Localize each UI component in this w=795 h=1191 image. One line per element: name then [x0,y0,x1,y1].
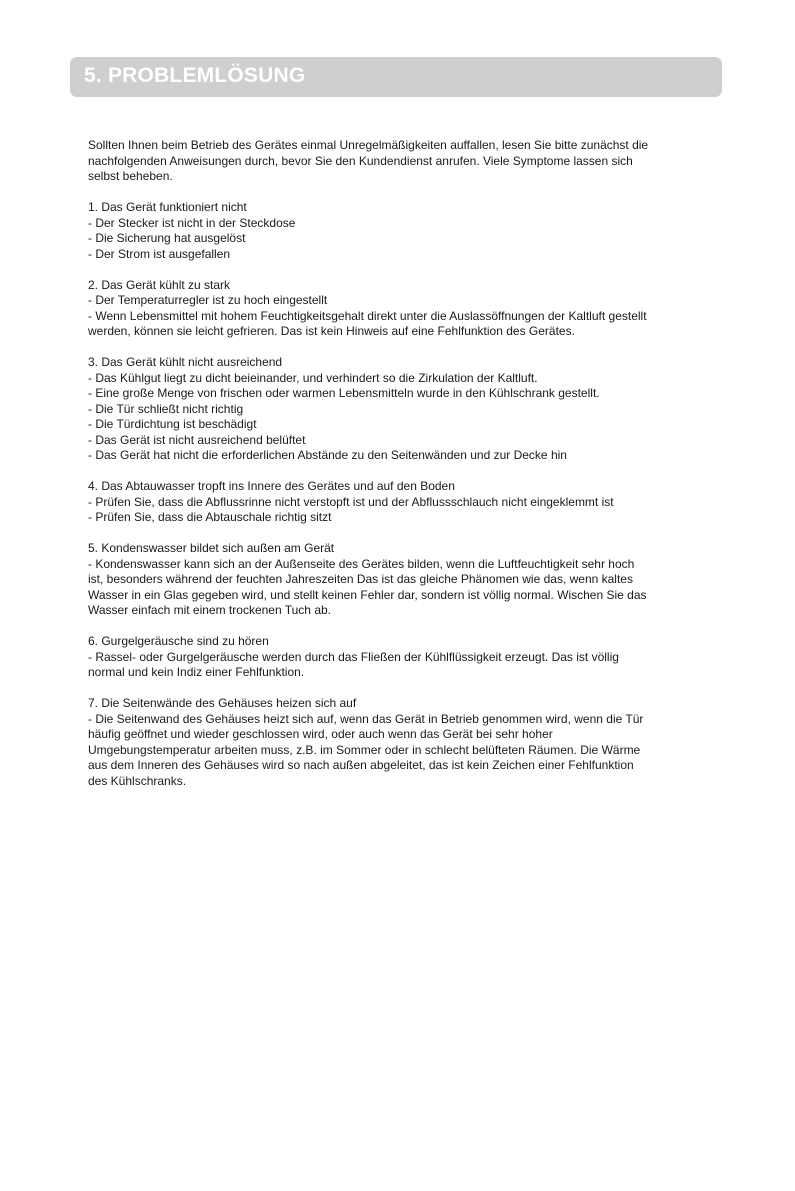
section-line: - Kondenswasser kann sich an der Außenseite des Gerätes bilden, wenn die Luftfeuchtigkeit sehr hoch [88,556,635,571]
section-line: - Rassel- oder Gurgelgeräusche werden durch das Fließen der Kühlflüssigkeit erzeugt. Das ist völlig [88,649,619,664]
section-6-gurgling-noise [88,634,718,681]
page-title: 5. PROBLEMLÖSUNG [84,64,306,87]
section-line: Umgebungstemperatur arbeiten muss, z.B. im Sommer oder in schlecht belüfteten Räumen. Die Wärme [88,742,641,757]
section-3-insufficient-cooling [88,355,718,464]
section-line: - Die Türdichtung ist beschädigt [88,417,257,431]
section-line: - Die Tür schließt nicht richtig [88,401,244,416]
section-line: - Der Temperaturregler ist zu hoch eingestellt [88,293,328,307]
section-line: - Das Gerät ist nicht ausreichend belüftet [88,432,306,447]
section-heading: 3. Das Gerät kühlt nicht ausreichend [88,355,283,369]
section-line: häufig geöffnet und wieder geschlossen wird, oder auch wenn das Gerät bei sehr hoher [88,727,553,741]
section-line: - Die Sicherung hat ausgelöst [88,231,246,245]
section-line: - Das Kühlgut liegt zu dicht beieinander, und verhindert so die Zirkulation der Kaltluft. [88,370,538,385]
section-heading: 6. Gurgelgeräusche sind zu hören [88,634,269,648]
section-line: - Wenn Lebensmittel mit hohem Feuchtigkeitsgehalt direkt unter die Auslassöffnungen der Kaltluft gestellt [88,308,647,323]
section-header-bar [70,57,722,97]
section-line: - Die Seitenwand des Gehäuses heizt sich auf, wenn das Gerät in Betrieb genommen wird, wenn die Tür [88,711,644,726]
section-line: normal und kein Indiz einer Fehlfunktion. [88,665,305,679]
section-line: - Der Strom ist ausgefallen [88,246,231,261]
section-1-not-working [88,200,718,262]
section-4-defrost-water [88,479,718,526]
section-line: Wasser in ein Glas gegeben wird, und stellt keinen Fehler dar, sondern ist völlig normal. Wischen Sie das [88,587,647,602]
section-line: werden, können sie leicht gefrieren. Das ist kein Hinweis auf eine Fehlfunktion des Gerätes. [88,324,575,338]
section-line: - Eine große Menge von frischen oder warmen Lebensmitteln wurde in den Kühlschrank gestellt. [88,386,600,400]
section-line: - Der Stecker ist nicht in der Steckdose [88,215,296,230]
intro-line: Sollten Ihnen beim Betrieb des Gerätes einmal Unregelmäßigkeiten auffallen, lesen Sie bitte zunächst die [88,138,649,152]
section-heading: 1. Das Gerät funktioniert nicht [88,200,247,214]
troubleshooting-content [88,138,718,789]
section-2-cools-too-much [88,278,718,340]
section-line: aus dem Inneren des Gehäuses wird so nach außen abgeleitet, das ist kein Zeichen einer Fehlfunktion [88,758,634,772]
section-line: - Das Gerät hat nicht die erforderlichen Abstände zu den Seitenwänden und zur Decke hin [88,448,567,462]
section-heading: 7. Die Seitenwände des Gehäuses heizen sich auf [88,696,357,710]
section-5-condensation [88,541,718,619]
section-line: - Prüfen Sie, dass die Abflussrinne nicht verstopft ist und der Abflussschlauch nicht eingeklemmt ist [88,494,614,509]
section-line: ist, besonders während der feuchten Jahreszeiten Das ist das gleiche Phänomen wie das, wenn kaltes [88,572,633,586]
section-heading: 5. Kondenswasser bildet sich außen am Gerät [88,541,335,555]
section-heading: 2. Das Gerät kühlt zu stark [88,277,231,292]
section-line: - Prüfen Sie, dass die Abtauschale richtig sitzt [88,510,332,524]
intro-paragraph [88,138,718,185]
section-heading: 4. Das Abtauwasser tropft ins Innere des Gerätes und auf den Boden [88,479,455,493]
section-line: Wasser einfach mit einem trockenen Tuch ab. [88,603,331,617]
section-7-side-walls-heat [88,696,718,789]
intro-line: nachfolgenden Anweisungen durch, bevor Sie den Kundendienst anrufen. Viele Symptome lassen sich [88,153,633,168]
section-line: des Kühlschranks. [88,773,187,788]
intro-line: selbst beheben. [88,169,173,183]
